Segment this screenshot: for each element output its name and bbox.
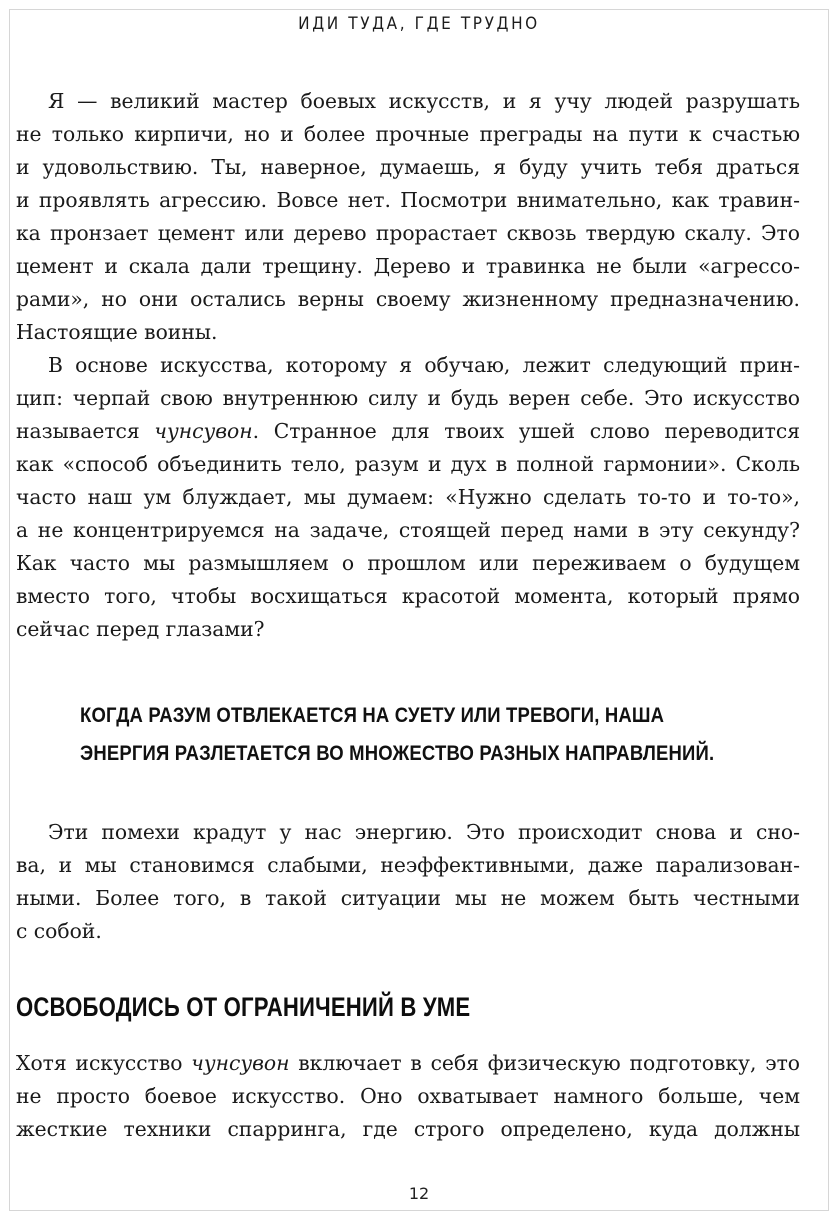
paragraph-line: не просто боевое искусство. Оно охватывает намного больше, чем: [16, 1084, 800, 1108]
paragraph-line: Как часто мы размышляем о прошлом или переживаем о будущем: [16, 551, 800, 575]
paragraph-line: В основе искусства, которому я обучаю, лежит следующий прин-: [48, 353, 800, 377]
pull-quote-line: КОГДА РАЗУМ ОТВЛЕКАЕТСЯ НА СУЕТУ ИЛИ ТРЕВОГИ, НАША: [80, 703, 665, 727]
paragraph-line: сейчас перед глазами?: [16, 617, 265, 641]
paragraph-line: ными. Более того, в такой ситуации мы не можем быть честными: [16, 886, 800, 910]
paragraph-line: [16, 415, 800, 448]
pull-quote-line: ЭНЕРГИЯ РАЗЛЕТАЕТСЯ ВО МНОЖЕСТВО РАЗНЫХ НАПРАВЛЕНИЙ.: [80, 741, 715, 765]
pull-quote: [80, 696, 715, 772]
paragraph-line: с собой.: [16, 919, 102, 943]
paragraph-line: часто наш ум блуждает, мы думаем: «Нужно сделать то-то и то-то»,: [16, 485, 800, 509]
paragraph-line: и удовольствию. Ты, наверное, думаешь, я буду учить тебя драться: [16, 155, 800, 179]
paragraph-line: [16, 1047, 800, 1080]
paragraph-line: жесткие техники спарринга, где строго определено, куда должны: [16, 1117, 800, 1141]
paragraph-line: вместо того, чтобы восхищаться красотой момента, который прямо: [16, 584, 800, 608]
book-page: [9, 9, 829, 1211]
text-run: называется: [16, 419, 155, 443]
paragraph-line: как «способ объединить тело, разум и дух в полной гармонии». Сколь: [16, 452, 800, 476]
paragraph-line: не только кирпичи, но и более прочные преграды на пути к счастью: [16, 122, 800, 146]
paragraph-1: [16, 85, 800, 349]
paragraph-3: [16, 816, 800, 948]
italic-term: чунсувон: [191, 1051, 290, 1075]
text-run: Хотя искусство: [16, 1051, 192, 1075]
running-head: ИДИ ТУДА, ГДЕ ТРУДНО: [298, 14, 540, 34]
page-number: 12: [408, 1184, 430, 1203]
paragraph-line: ка пронзает цемент или дерево прорастает сквозь твердую скалу. Это: [16, 221, 800, 245]
paragraph-line: ва, и мы становимся слабыми, неэффективными, даже парализован-: [16, 853, 800, 877]
text-run: включает в себя физическую подготовку, это: [289, 1051, 800, 1075]
paragraph-line: цемент и скала дали трещину. Дерево и травинка не были «агрессо-: [16, 254, 800, 278]
paragraph-line: Эти помехи крадут у нас энергию. Это происходит снова и сно-: [48, 820, 800, 844]
paragraph-line: цип: черпай свою внутреннюю силу и будь верен себе. Это искусство: [16, 386, 800, 410]
paragraph-line: Я — великий мастер боевых искусств, и я учу людей разрушать: [48, 89, 800, 113]
paragraph-line: рами», но они остались верны своему жизненному предназначению.: [16, 287, 800, 311]
paragraph-2: [16, 349, 800, 646]
section-heading: ОСВОБОДИСЬ ОТ ОГРАНИЧЕНИЙ В УМЕ: [16, 992, 471, 1022]
paragraph-line: и проявлять агрессию. Вовсе нет. Посмотри внимательно, как травин-: [16, 188, 800, 212]
paragraph-4: [16, 1047, 800, 1146]
paragraph-line: Настоящие воины.: [16, 320, 218, 344]
italic-term: чунсувон: [154, 419, 253, 443]
text-run: . Странное для твоих ушей слово переводится: [252, 419, 800, 443]
paragraph-line: а не концентрируемся на задаче, стоящей перед нами в эту секунду?: [16, 518, 800, 542]
